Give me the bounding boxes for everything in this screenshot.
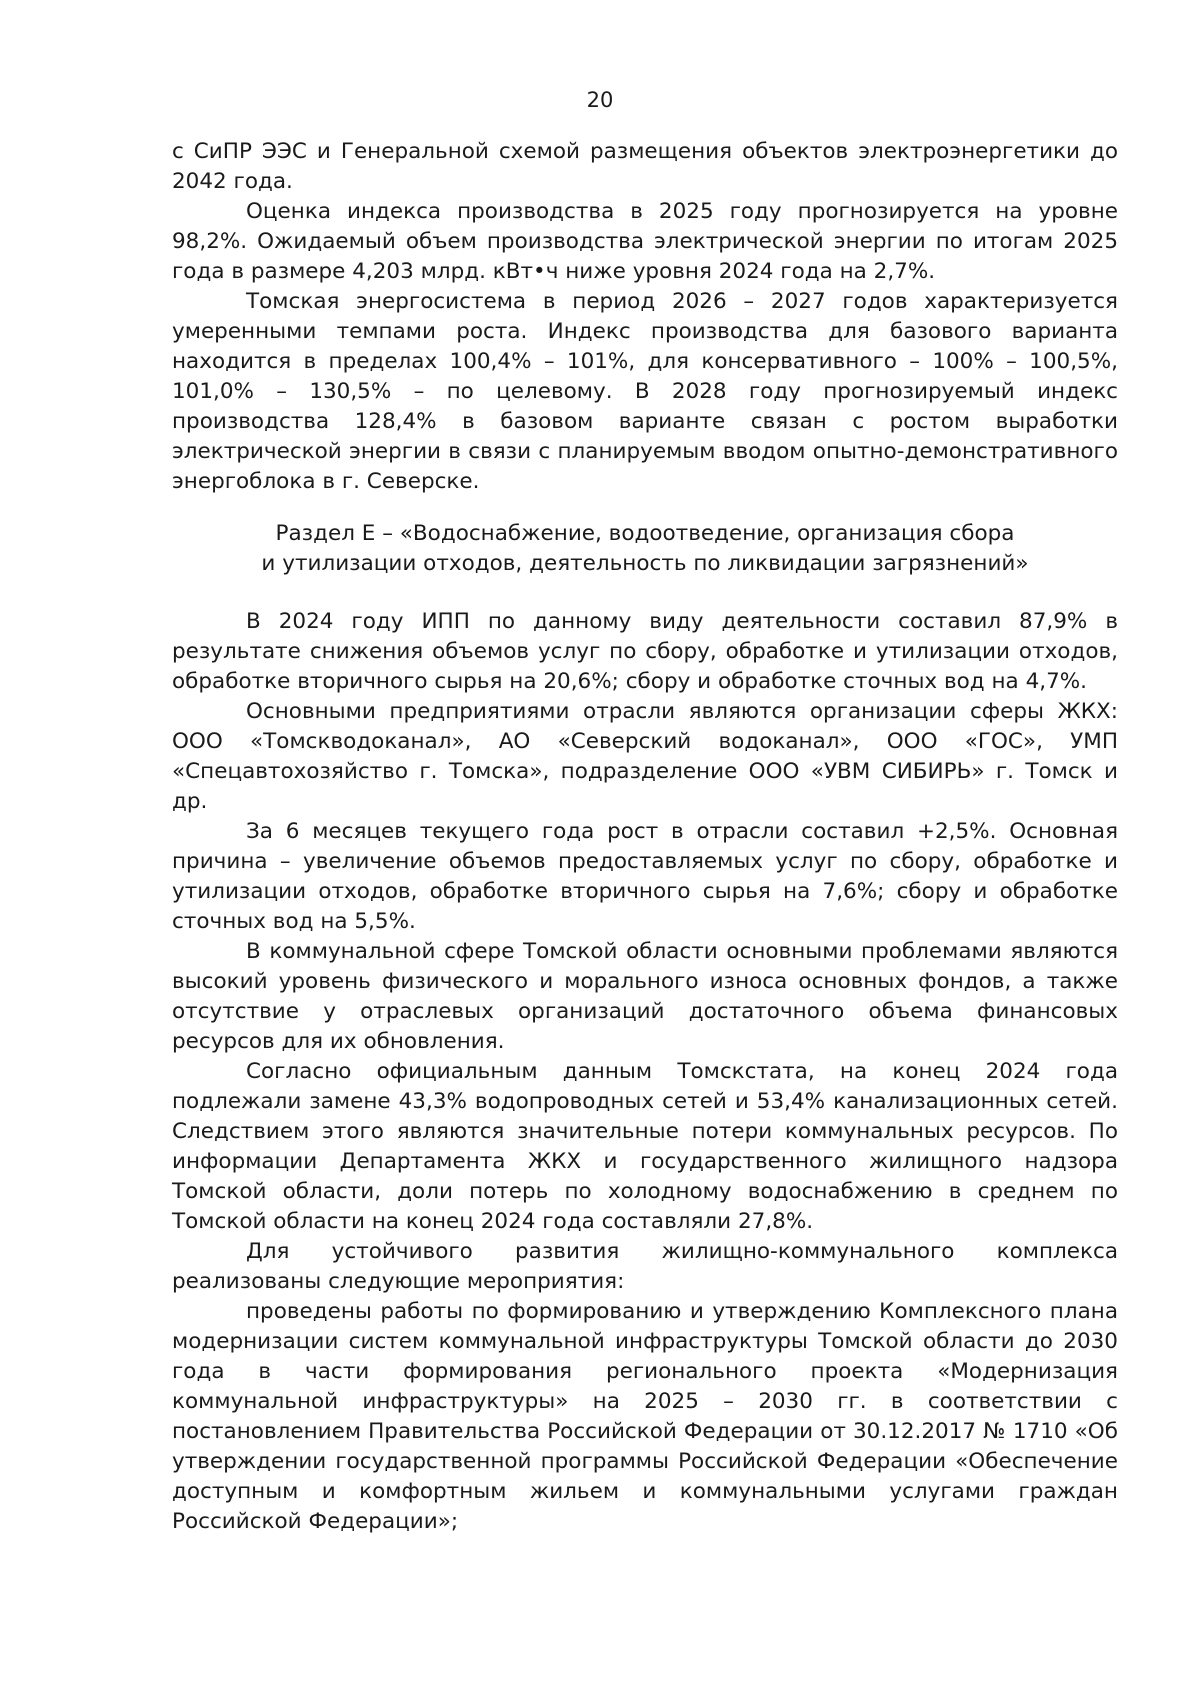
paragraph-communal-problems: В коммунальной сфере Томской области основными проблемами являются высокий уровень физического и морального износа основных фондов, а также отсутствие у отраслевых организаций достаточного объема финансовых ресурсов для их обновления. xyxy=(172,939,1118,1054)
section-heading-line-2: и утилизации отходов, деятельность по ликвидации загрязнений» xyxy=(261,551,1029,576)
paragraph-energy-system-forecast: Томская энергосистема в период 2026 – 2027 годов характеризуется умеренными темпами роста. Индекс производства для базового варианта находится в пределах 100,4% – 101%, для консервативного – 100% – 100,5%, 101,0% – 130,5% – по целевому. В 2028 году прогнозируемый индекс производства 128,4% в базовом варианте связан с ростом выработки электрической энергии в связи с планируемым вводом опытно-демонстративного энергоблока в г. Северске. xyxy=(172,289,1118,494)
page-number: 20 xyxy=(586,88,614,112)
paragraph-modernization-plan: проведены работы по формированию и утверждению Комплексного плана модернизации систем коммунальной инфраструктуры Томской области до 2030 года в части формирования регионального проекта «Модернизация коммунальной инфраструктуры» на 2025 – 2030 гг. в соответствии с постановлением Правительства Российской Федерации от 30.12.2017 № 1710 «Об утверждении государственной программы Российской Федерации «Обеспечение доступным и комфортным жильем и коммунальными услугами граждан Российской Федерации»; xyxy=(172,1299,1118,1534)
paragraph-six-months-growth: За 6 месяцев текущего года рост в отрасли составил +2,5%. Основная причина – увеличение объемов предоставляемых услуг по сбору, обработке и утилизации отходов, обработке вторичного сырья на 7,6%; сбору и обработке сточных вод на 5,5%. xyxy=(172,819,1118,934)
document-body xyxy=(172,137,1118,1537)
paragraph-continuation: с СиПР ЭЭС и Генеральной схемой размещения объектов электроэнергетики до 2042 года. xyxy=(172,139,1118,194)
section-heading xyxy=(172,519,1118,579)
section-heading-line-1: Раздел Е – «Водоснабжение, водоотведение, организация сбора xyxy=(275,521,1015,546)
paragraph-measures-intro: Для устойчивого развития жилищно-коммунального комплекса реализованы следующие мероприятия: xyxy=(172,1239,1118,1294)
paragraph-main-enterprises: Основными предприятиями отрасли являются организации сферы ЖКХ: ООО «Томскводоканал», АО «Северский водоканал», ООО «ГОС», УМП «Спецавтохозяйство г. Томска», подразделение ООО «УВМ СИБИРЬ» г. Томск и др. xyxy=(172,699,1118,814)
paragraph-ipp-2024: В 2024 году ИПП по данному виду деятельности составил 87,9% в результате снижения объемов услуг по сбору, обработке и утилизации отходов, обработке вторичного сырья на 20,6%; сбору и обработке сточных вод на 4,7%. xyxy=(172,609,1118,694)
paragraph-tomskstat-data: Согласно официальным данным Томскстата, на конец 2024 года подлежали замене 43,3% водопроводных сетей и 53,4% канализационных сетей. Следствием этого являются значительные потери коммунальных ресурсов. По информации Департамента ЖКХ и государственного жилищного надзора Томской области, доли потерь по холодному водоснабжению в среднем по Томской области на конец 2024 года составляли 27,8%. xyxy=(172,1059,1118,1234)
paragraph-production-index-2025: Оценка индекса производства в 2025 году прогнозируется на уровне 98,2%. Ожидаемый объем производства электрической энергии по итогам 2025 года в размере 4,203 млрд. кВт•ч ниже уровня 2024 года на 2,7%. xyxy=(172,199,1118,284)
